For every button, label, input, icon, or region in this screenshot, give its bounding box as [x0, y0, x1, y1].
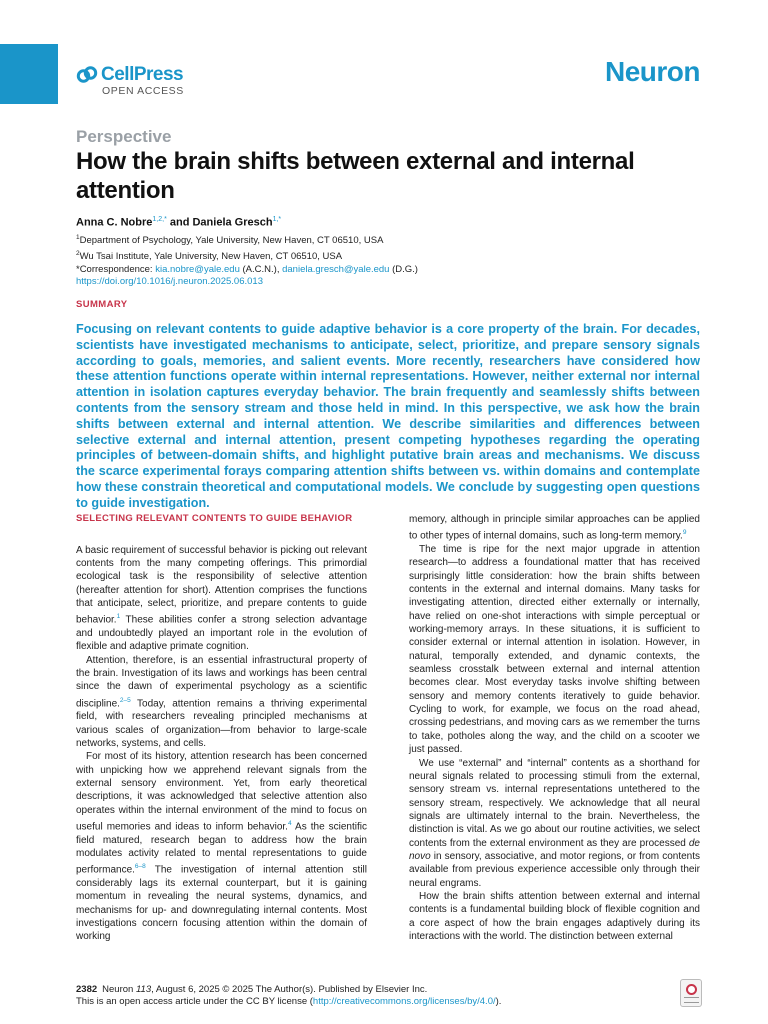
- author-name: Anna C. Nobre: [76, 216, 153, 229]
- affiliation-text: Wu Tsai Institute, Yale University, New Haven, CT 06510, USA: [79, 251, 343, 263]
- body-column-left: [76, 513, 367, 944]
- journal-citation: Neuron: [102, 984, 136, 995]
- body-paragraph: How the brain shifts attention between external and internal contents is a fundamental building block of flexible cognition and a core aspect of how the brain engages adaptively during its interactions with the world. The distinction between external: [409, 890, 700, 942]
- author-affiliation-marker[interactable]: 1,*: [272, 216, 282, 223]
- citation-link[interactable]: 1: [116, 613, 121, 621]
- author-name: Daniela Gresch: [192, 216, 273, 229]
- citation-link[interactable]: 9: [682, 529, 687, 537]
- article-title: How the brain shifts between external and internal attention: [76, 148, 635, 204]
- cellpress-logo-icon: [76, 64, 98, 86]
- affiliation-marker: 1: [76, 234, 80, 241]
- publisher-name: CellPress: [101, 64, 184, 85]
- affiliation-text: Department of Psychology, Yale University, New Haven, CT 06510, USA: [79, 235, 384, 247]
- copyright-text: , August 6, 2025 © 2025 The Author(s). Published by Elsevier Inc.: [151, 984, 428, 995]
- summary-heading: SUMMARY: [76, 299, 128, 310]
- body-paragraph: Attention, therefore, is an essential infrastructural property of the brain. Investigation of its laws and workings has been central since the dawn of experimental psychology as a scientific discipline.$^{2-5}$ Today, attention remains a thriving experimental field, with researchers revealing principled mechanisms at various scales of organization—from behavior to large-scale networks, systems, and cells.: [76, 654, 367, 749]
- body-paragraph: For most of its history, attention research has been concerned with unpicking how we apprehend relevant signals from the external sensory environment. Yet, from early theoretical descriptions, it was acknowledged that selective attention also operates within the internal environment of the mind to focus on useful memories and ideas to inform behavior.$^4$ As the scientific field matured, research began to address how the brain modulates activity related to mental representations to guide performance.$^{6-8}$ The investigation of internal attention still considerably lags its external counterpart, but it is gaining momentum in revealing the neural systems, dynamics, and mechanisms for up- and downregulating internal contents. Most investigations concern focusing attention within the domain of working: [76, 751, 367, 943]
- affiliations: [76, 232, 418, 289]
- open-access-label: OPEN ACCESS: [102, 85, 184, 97]
- body-paragraph: memory, although in principle similar approaches can be applied to other types of internal domains, such as long-term memory.$^9$: [409, 514, 700, 542]
- correspondence-line: [76, 264, 418, 277]
- body-column-right: [409, 513, 700, 943]
- correspondence-label: *Correspondence:: [76, 263, 156, 275]
- doi-link[interactable]: https://doi.org/10.1016/j.neuron.2025.06.013: [76, 276, 263, 288]
- page-number: 2382: [76, 984, 98, 995]
- citation-link[interactable]: 6–8: [134, 863, 146, 871]
- corner-color-block: [0, 44, 58, 104]
- affiliation-line: [76, 248, 418, 264]
- license-link[interactable]: http://creativecommons.org/licenses/by/4.0/: [312, 996, 496, 1008]
- affiliation-marker: 2: [76, 249, 80, 257]
- body-paragraph: The time is ripe for the next major upgrade in attention research—to address a foundational matter that has received surprisingly little consideration: how the brain shifts between contents in the external and internal domains. Many tasks for investigating attention, directed either externally or internally, have relied on one-shot interactions with simple perceptual or working-memory arrays. In these situations, it is sufficient to consider external or internal attention in isolation. However, in natural, temporally extended, and dynamic contexts, the seamless crosstalk between external and internal attention becomes clear. Most everyday tasks involve shifting between sensory and memory contents iteratively to guide behavior. Cycling to work, for example, we focus on the road ahead, crossing pedestrians, and moving cars as we remember the turns to take, potholes along the way, and the child on a scooter we just passed.: [409, 544, 700, 756]
- author-joiner: and: [166, 216, 193, 229]
- body-paragraph: A basic requirement of successful behavior is picking out relevant contents from the many competing offerings. This primordial ecological task is the responsibility of selective attention (hereafter attention for short). Attention comprises the functions that anticipate, select, prioritize, and prepare contents to guide behavior.$^1$ These abilities confer a strong selection advantage and undoubtedly played an important role in the evolution of flexible and adaptive primate cognition.: [76, 544, 367, 653]
- correspondence-tag: (A.C.N.),: [239, 263, 283, 275]
- doi-line: [76, 276, 418, 289]
- citation-link[interactable]: 4: [287, 820, 292, 828]
- license-text: ).: [495, 996, 502, 1008]
- author-list: [76, 216, 281, 229]
- affiliation-line: [76, 232, 418, 248]
- page-footer: [76, 984, 501, 1009]
- license-line: [76, 996, 501, 1008]
- summary-text: Focusing on relevant contents to guide adaptive behavior is a core property of the brain. For decades, scientists have investigated mechanisms to anticipate, select, prioritize, and prepare sensory signals according to goals, memories, and salient events. More recently, researchers have considered how these attention functions operate within internal representations. However, neither external nor internal attention in isolation captures everyday behavior. The brain frequently and seamlessly shifts between contents from the sensory stream and those held in mind. In this perspective, we ask how the brain shifts between external and internal attention. We describe similarities and differences between selective external and internal attention, present competing hypotheses regarding the operating principles of between-domain shifts, and highlight putative brain areas and mechanisms. We discuss the scarce experimental forays comparing attention shifts between vs. within domains and contemplate how these constrain theoretical and computational models. We conclude by suggesting open questions to guide investigation.: [76, 322, 700, 510]
- article-type: Perspective: [76, 127, 172, 146]
- email-link[interactable]: kia.nobre@yale.edu: [155, 263, 240, 275]
- body-paragraph: We use “external” and “internal” contents as a shorthand for neural signals related to processing stimuli from the external, sensory stream vs. internal representations untethered to the sensory stream, respectively. We acknowledge that all neural signals are ultimately internal to the brain. Nevertheless, the distinction is vital. As we go about our routine activities, we select contents from the external environment as they are processed de novo in sensory, associative, and motor regions, or from contents available from previous experience accessible only through their neural engrams.: [409, 757, 700, 889]
- citation-line: [76, 984, 501, 996]
- check-for-updates-icon[interactable]: [680, 979, 702, 1007]
- publisher-logo[interactable]: [76, 64, 184, 97]
- volume-number: 113: [135, 984, 152, 995]
- journal-title: Neuron: [605, 56, 700, 87]
- section-heading: SELECTING RELEVANT CONTENTS TO GUIDE BEHAVIOR: [76, 513, 353, 524]
- license-text: This is an open access article under the CC BY license (: [76, 996, 313, 1008]
- correspondence-tag: (D.G.): [389, 263, 418, 275]
- citation-link[interactable]: 2–5: [119, 696, 131, 704]
- email-link[interactable]: daniela.gresch@yale.edu: [282, 263, 390, 275]
- author-affiliation-marker[interactable]: 1,2,*: [152, 216, 167, 223]
- italic-term: de novo: [409, 837, 700, 862]
